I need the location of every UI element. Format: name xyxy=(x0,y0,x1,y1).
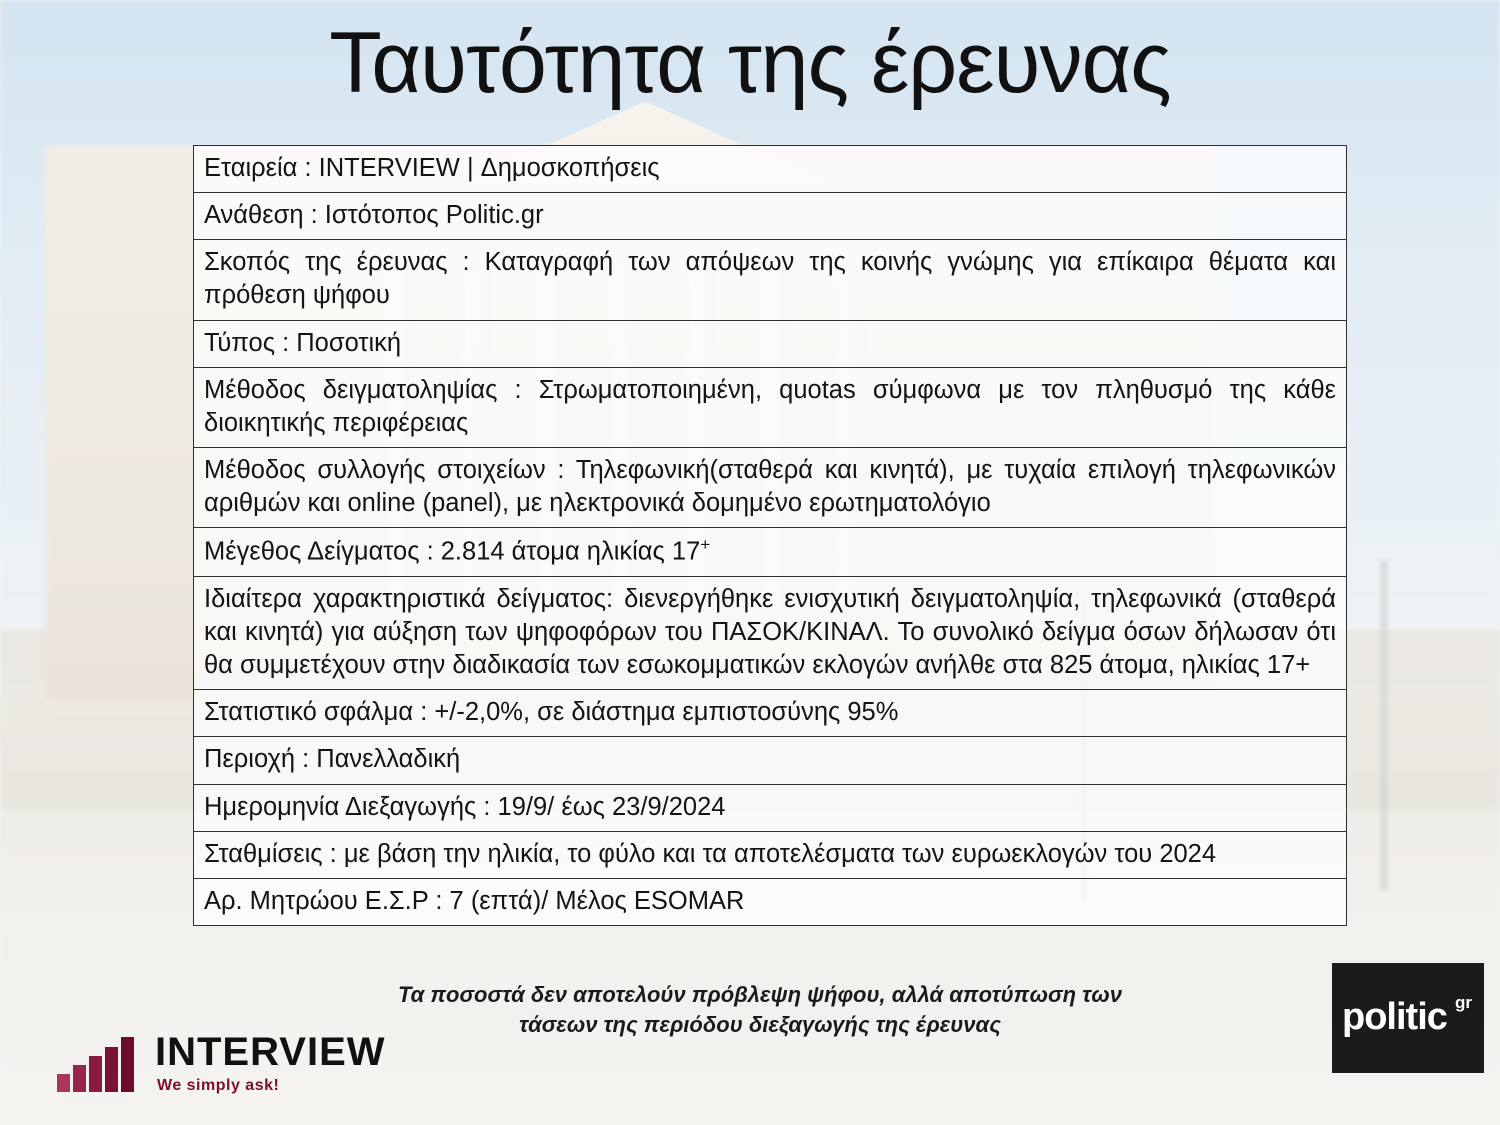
row-sampling-method: Μέθοδος δειγματοληψίας : Στρωματοποιημένη, quotas σύμφωνα με τον πληθυσμό της κάθε διοικητικής περιφέρειας xyxy=(194,367,1347,447)
row-date: Ημερομηνία Διεξαγωγής : 19/9/ έως 23/9/2024 xyxy=(194,784,1347,831)
table-row xyxy=(194,878,1347,925)
survey-identity-table-wrapper xyxy=(193,145,1347,926)
table-row xyxy=(194,528,1347,577)
table-row xyxy=(194,320,1347,367)
footnote-line-1: Τα ποσοστά δεν αποτελούν πρόβλεψη ψήφου, αλλά αποτύπωση των xyxy=(397,982,1123,1007)
footnote xyxy=(250,980,1270,1039)
row-purpose: Σκοπός της έρευνας : Καταγραφή των απόψεων της κοινής γνώμης για επίκαιρα θέματα και πρόθεση ψήφου xyxy=(194,240,1347,320)
page-title: Ταυτότητα της έρευνας xyxy=(329,15,1171,111)
interview-logo-name: INTERVIEW xyxy=(155,1030,386,1074)
row-type: Τύπος : Ποσοτική xyxy=(194,320,1347,367)
politic-logo xyxy=(1332,963,1484,1073)
interview-logo xyxy=(55,1030,385,1102)
bar-chart-icon xyxy=(55,1034,147,1092)
politic-logo-suffix: gr xyxy=(1455,993,1472,1012)
row-sample-characteristics: Ιδιαίτερα χαρακτηριστικά δείγματος: διενεργήθηκε ενισχυτική δειγματοληψία, τηλεφωνικά (σταθερά και κινητά) για αύξηση των ψηφοφόρων του ΠΑΣΟΚ/ΚΙΝΑΛ. Το συνολικό δείγμα όσων δήλωσαν ότι θα συμμετέχουν στην διαδικασία των εσωκομματικών εκλογών ανήλθε στα 825 άτομα, ηλικίας 17+ xyxy=(194,576,1347,689)
table-row xyxy=(194,576,1347,689)
row-company: Εταιρεία : INTERVIEW | Δημοσκοπήσεις xyxy=(194,146,1347,193)
table-row xyxy=(194,146,1347,193)
table-row xyxy=(194,447,1347,527)
table-row xyxy=(194,831,1347,878)
table-row xyxy=(194,690,1347,737)
table-row xyxy=(194,240,1347,320)
row-statistical-error: Στατιστικό σφάλμα : +/-2,0%, σε διάστημα εμπιστοσύνης 95% xyxy=(194,690,1347,737)
row-collection-method: Μέθοδος συλλογής στοιχείων : Τηλεφωνική(σταθερά και κινητά), με τυχαία επιλογή τηλεφωνικών αριθμών και online (panel), με ηλεκτρονικά δομημένο ερωτηματολόγιο xyxy=(194,447,1347,527)
row-sample-size-sup: + xyxy=(700,535,711,555)
row-registry-number: Αρ. Μητρώου Ε.Σ.Ρ : 7 (επτά)/ Μέλος ESOMAR xyxy=(194,878,1347,925)
row-sample-size xyxy=(194,528,1347,577)
table-row xyxy=(194,784,1347,831)
row-client: Ανάθεση : Ιστότοπος Politic.gr xyxy=(194,193,1347,240)
row-weighting: Σταθμίσεις : με βάση την ηλικία, το φύλο και τα αποτελέσματα των ευρωεκλογών του 2024 xyxy=(194,831,1347,878)
row-region: Περιοχή : Πανελλαδική xyxy=(194,737,1347,784)
table-row xyxy=(194,193,1347,240)
row-sample-size-text: Μέγεθος Δείγματος : 2.814 άτομα ηλικίας 17 xyxy=(204,537,701,566)
survey-identity-table xyxy=(193,145,1347,926)
politic-logo-name: politic xyxy=(1342,996,1447,1038)
footnote-line-2: τάσεων της περιόδου διεξαγωγής της έρευνας xyxy=(519,1011,1001,1037)
table-row xyxy=(194,737,1347,784)
interview-logo-tagline: We simply ask! xyxy=(157,1077,280,1094)
table-row xyxy=(194,367,1347,447)
